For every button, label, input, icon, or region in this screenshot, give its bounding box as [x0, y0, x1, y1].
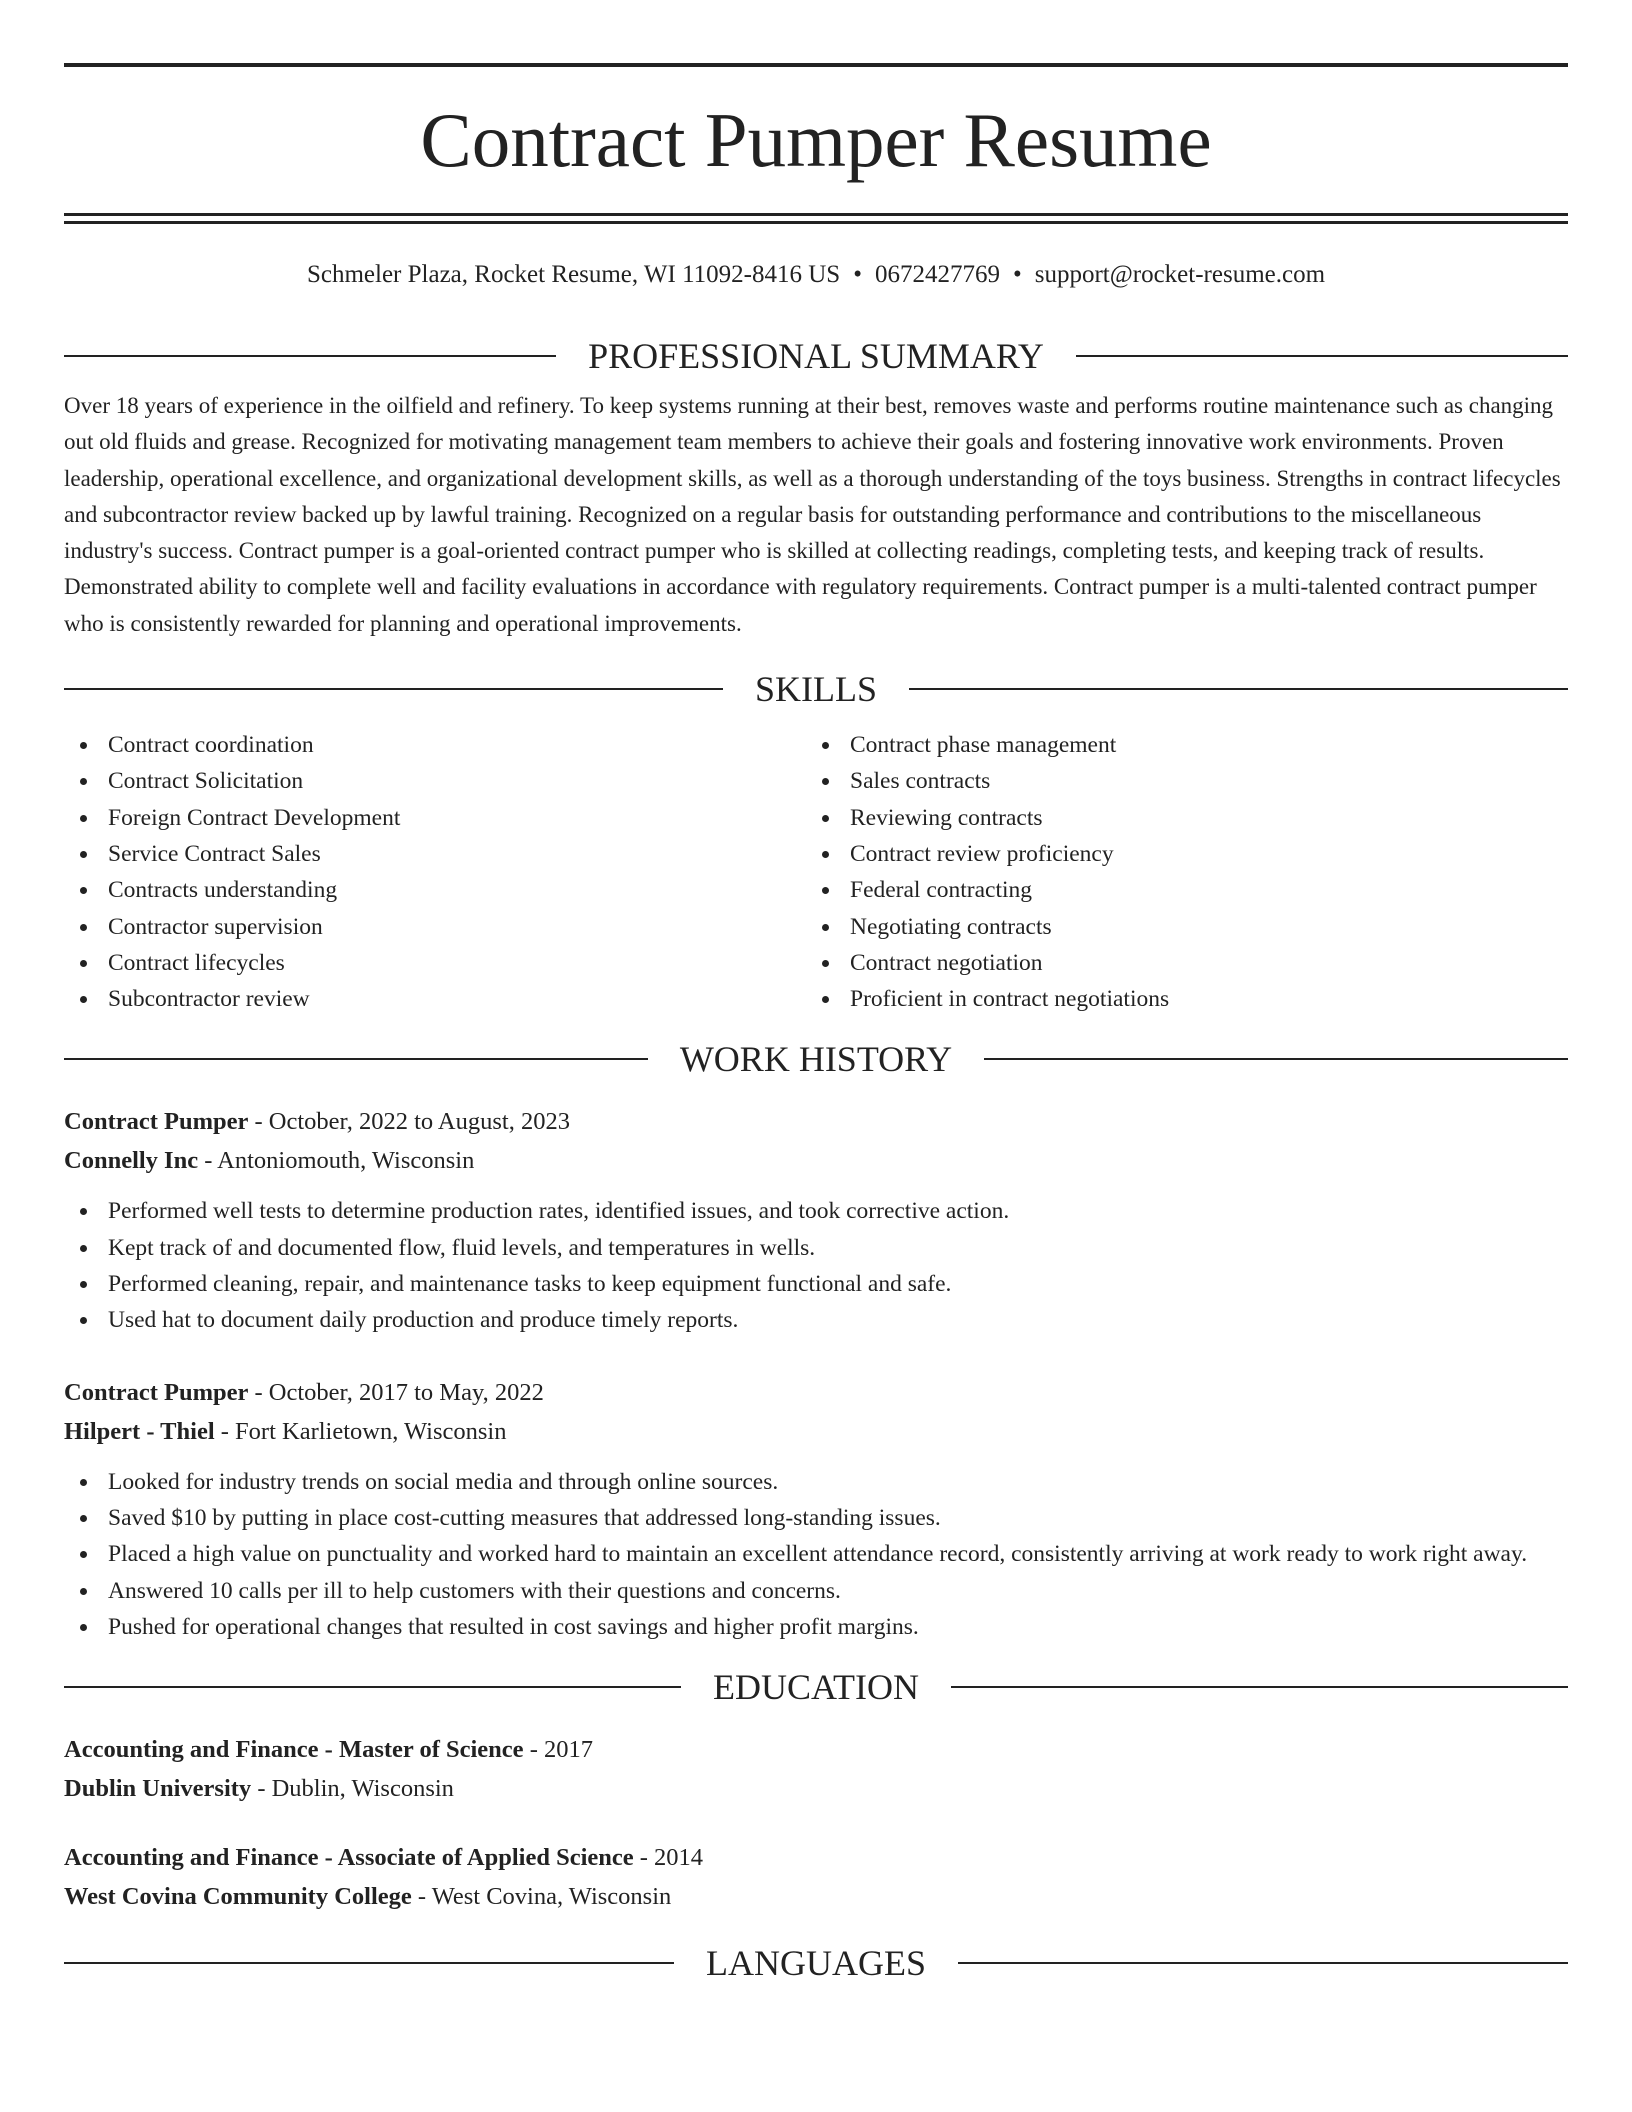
duty-item: Kept track of and documented flow, fluid levels, and temperatures in wells.	[64, 1230, 1568, 1266]
job-title-line	[64, 1373, 1568, 1412]
resume-page	[64, 0, 1568, 1983]
skills-list	[64, 727, 1568, 1017]
divider	[64, 1686, 681, 1688]
skill-item: Service Contract Sales	[64, 836, 806, 872]
duty-item: Pushed for operational changes that resulted in cost savings and higher profit margins.	[64, 1609, 1568, 1645]
page-title: Contract Pumper Resume	[420, 97, 1212, 183]
section-title: EDUCATION	[713, 1667, 919, 1708]
skill-item: Proficient in contract negotiations	[806, 981, 1548, 1017]
skill-item: Subcontractor review	[64, 981, 806, 1017]
job-title: Contract Pumper	[64, 1378, 249, 1406]
school-name: West Covina Community College	[64, 1883, 412, 1911]
section-title: LANGUAGES	[706, 1943, 926, 1984]
duty-item: Performed cleaning, repair, and maintenance tasks to keep equipment functional and safe.	[64, 1266, 1568, 1302]
school-line	[64, 1769, 1568, 1808]
duty-item: Used hat to document daily production and produce timely reports.	[64, 1302, 1568, 1338]
section-heading-skills	[64, 669, 1568, 709]
skill-item: Foreign Contract Development	[64, 800, 806, 836]
contact-separator: •	[1012, 261, 1022, 288]
summary-text: Over 18 years of experience in the oilfield and refinery. To keep systems running at their best, removes waste and performs routine maintenance such as changing out old fluids and grease. Recognized for motivating management team members to achieve their goals and fostering innovative work environments. Proven leadership, operational excellence, and organizational development skills, as well as a thorough understanding of the toys business. Strengths in contract lifecycles and subcontractor review backed up by lawful training. Recognized on a regular basis for outstanding performance and contributions to the miscellaneous industry's success. Contract pumper is a goal-oriented contract pumper who is skilled at collecting readings, completing tests, and keeping track of results. Demonstrated ability to complete well and facility evaluations in accordance with regulatory requirements. Contract pumper is a multi-talented contract pumper who is consistently rewarded for planning and operational improvements.	[64, 393, 1561, 636]
section-title: SKILLS	[755, 669, 878, 710]
employer-location: - Fort Karlietown, Wisconsin	[214, 1417, 507, 1445]
divider	[64, 355, 556, 357]
skills-column-right	[806, 727, 1548, 1017]
school-location: - Dublin, Wisconsin	[251, 1775, 454, 1803]
duty-item: Placed a high value on punctuality and worked hard to maintain an excellent attendance record, consistently arriving at work ready to work right away.	[64, 1536, 1568, 1572]
contact-line	[64, 260, 1568, 290]
school-name: Dublin University	[64, 1775, 252, 1803]
contact-address: Schmeler Plaza, Rocket Resume, WI 11092-8416 US	[306, 261, 841, 288]
work-entry	[64, 1102, 1568, 1338]
job-duties	[64, 1464, 1568, 1645]
job-dates: - October, 2022 to August, 2023	[248, 1108, 570, 1136]
divider	[984, 1058, 1568, 1060]
section-title: WORK HISTORY	[679, 1039, 953, 1080]
divider	[64, 1962, 674, 1964]
skill-item: Contract coordination	[64, 727, 806, 763]
skill-item: Contract lifecycles	[64, 945, 806, 981]
job-title: Contract Pumper	[64, 1108, 249, 1136]
degree-line	[64, 1730, 1568, 1769]
contact-phone: 0672427769	[874, 261, 1000, 288]
divider	[1076, 355, 1568, 357]
education-entry	[64, 1838, 1568, 1916]
skill-item: Negotiating contracts	[806, 909, 1548, 945]
section-title: PROFESSIONAL SUMMARY	[588, 336, 1044, 376]
work-entry	[64, 1373, 1568, 1645]
job-dates: - October, 2017 to May, 2022	[248, 1378, 544, 1406]
degree-name: Accounting and Finance - Associate of Applied Science	[64, 1844, 634, 1872]
job-title-line	[64, 1102, 1568, 1141]
job-duties	[64, 1193, 1568, 1338]
employer-name: Connelly Inc	[64, 1147, 199, 1175]
duty-item: Saved $10 by putting in place cost-cutting measures that addressed long-standing issues.	[64, 1500, 1568, 1536]
duty-item: Looked for industry trends on social media and through online sources.	[64, 1464, 1568, 1500]
skill-item: Contract review proficiency	[806, 836, 1548, 872]
degree-year: - 2014	[633, 1844, 704, 1872]
divider	[64, 1058, 648, 1060]
employer-name: Hilpert - Thiel	[64, 1417, 215, 1445]
duty-item: Answered 10 calls per ill to help customers with their questions and concerns.	[64, 1573, 1568, 1609]
degree-year: - 2017	[523, 1736, 593, 1764]
school-location: - West Covina, Wisconsin	[411, 1883, 672, 1911]
skill-item: Contract negotiation	[806, 945, 1548, 981]
section-heading-languages	[64, 1943, 1568, 1983]
top-rule	[64, 63, 1568, 67]
title-double-rule	[64, 213, 1568, 224]
section-heading-summary	[64, 336, 1568, 376]
employer-line	[64, 1412, 1568, 1451]
divider	[951, 1686, 1568, 1688]
skill-item: Contracts understanding	[64, 872, 806, 908]
contact-email: support@rocket-resume.com	[1034, 261, 1326, 288]
employer-location: - Antoniomouth, Wisconsin	[198, 1147, 475, 1175]
contact-separator: •	[853, 261, 862, 288]
divider	[958, 1962, 1568, 1964]
school-line	[64, 1877, 1568, 1916]
section-heading-work-history	[64, 1039, 1568, 1079]
skill-item: Contract Solicitation	[64, 763, 806, 799]
employer-line	[64, 1141, 1568, 1180]
skill-item: Contractor supervision	[64, 909, 806, 945]
education-entry	[64, 1730, 1568, 1808]
divider	[64, 688, 723, 690]
degree-name: Accounting and Finance - Master of Science	[64, 1736, 524, 1764]
section-heading-education	[64, 1667, 1568, 1707]
skills-column-left	[64, 727, 806, 1017]
duty-item: Performed well tests to determine production rates, identified issues, and took corrective action.	[64, 1193, 1568, 1229]
skill-item: Federal contracting	[806, 872, 1548, 908]
skill-item: Sales contracts	[806, 763, 1548, 799]
skill-item: Contract phase management	[806, 727, 1548, 763]
skill-item: Reviewing contracts	[806, 800, 1548, 836]
degree-line	[64, 1838, 1568, 1877]
divider	[909, 688, 1568, 690]
